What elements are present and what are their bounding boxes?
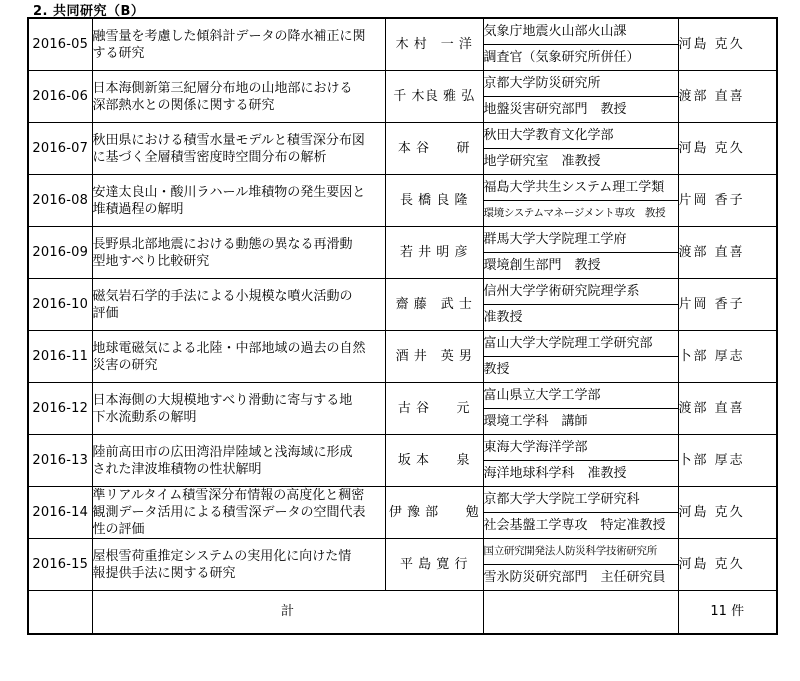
affiliation-line-2: 教授 (483, 357, 678, 383)
project-title-line: 災害の研究 (92, 357, 158, 373)
table-row (28, 71, 777, 97)
project-id: 2016-06 (28, 71, 92, 123)
affiliation-line-1: 国立研究開発法人防災科学技術研究所 (483, 539, 678, 565)
total-row (28, 591, 777, 634)
project-id: 2016-05 (28, 18, 92, 71)
project-title-line: 報提供手法に関する研究 (92, 565, 236, 581)
project-title-line: 観測データ活用による積雪深データの空間代表 (92, 505, 366, 520)
project-title-line: 評価 (92, 305, 119, 321)
affiliation-line-1: 京都大学防災研究所 (483, 71, 678, 97)
affiliation-line-2: 准教授 (483, 305, 678, 331)
host-staff: 片岡 香子 (678, 279, 777, 331)
project-title (92, 383, 385, 435)
researcher-name: 長 橋 良 隆 (385, 175, 483, 227)
affiliation-line-1: 気象庁地震火山部火山課 (483, 18, 678, 45)
table-row (28, 227, 777, 253)
total-count: 11 件 (678, 591, 777, 634)
affiliation-line-1: 群馬大学大学院理工学府 (483, 227, 678, 253)
project-title (92, 539, 385, 591)
table-row (28, 331, 777, 357)
affiliation-line-2: 環境工学科 講師 (483, 409, 678, 435)
project-title (92, 487, 385, 539)
project-title (92, 175, 385, 227)
project-title-line: 日本海側新第三紀層分布地の山地部における (92, 80, 353, 96)
project-title-line: 安達太良山・酸川ラハール堆積物の発生要因と (92, 184, 366, 200)
project-id: 2016-11 (28, 331, 92, 383)
researcher-name: 齋 藤 武 士 (385, 279, 483, 331)
total-empty-cell (483, 591, 678, 634)
host-staff: 卜部 厚志 (678, 331, 777, 383)
table-row (28, 383, 777, 409)
project-title-line: 磁気岩石学的手法による小規模な噴火活動の (92, 288, 353, 304)
affiliation-line-1: 秋田大学教育文化学部 (483, 123, 678, 149)
host-staff: 河島 克久 (678, 18, 777, 71)
affiliation-line-1: 福島大学共生システム理工学類 (483, 175, 678, 201)
table-row (28, 487, 777, 513)
affiliation-line-1: 東海大学海洋学部 (483, 435, 678, 461)
researcher-name: 若 井 明 彦 (385, 227, 483, 279)
project-title-line: 堆積過程の解明 (92, 201, 184, 217)
affiliation-line-1: 信州大学学術研究院理学系 (483, 279, 678, 305)
project-id: 2016-10 (28, 279, 92, 331)
project-title (92, 18, 385, 71)
researcher-name: 酒 井 英 男 (385, 331, 483, 383)
project-title-line: 屋根雪荷重推定システムの実用化に向けた情 (92, 548, 352, 564)
table-row (28, 123, 777, 149)
project-title-line: 地球電磁気による北陸・中部地域の過去の自然 (92, 340, 366, 356)
host-staff: 卜部 厚志 (678, 435, 777, 487)
project-title-line: 長野県北部地震における動態の異なる再滑動 (92, 236, 353, 252)
affiliation-line-2: 環境システムマネージメント専攻 教授 (483, 201, 678, 227)
project-title-line: 融雪量を考慮した傾斜計データの降水補正に関 (92, 28, 366, 44)
project-title (92, 71, 385, 123)
project-id: 2016-07 (28, 123, 92, 175)
project-title-line: 性の評価 (92, 522, 145, 537)
host-staff: 渡部 直喜 (678, 383, 777, 435)
affiliation-line-2: 社会基盤工学専攻 特定准教授 (483, 513, 678, 539)
affiliation-line-1: 京都大学大学院工学研究科 (483, 487, 678, 513)
researcher-name: 千 木良 雅 弘 (385, 71, 483, 123)
project-id: 2016-12 (28, 383, 92, 435)
total-label: 計 (92, 591, 483, 634)
project-title (92, 123, 385, 175)
researcher-name: 坂 本 泉 (385, 435, 483, 487)
affiliation-line-2: 海洋地球科学科 准教授 (483, 461, 678, 487)
table-row (28, 18, 777, 45)
affiliation-line-2: 雪氷防災研究部門 主任研究員 (483, 565, 678, 591)
researcher-name: 伊 豫 部 勉 (385, 487, 483, 539)
project-title-line: する研究 (92, 45, 145, 61)
table-row (28, 175, 777, 201)
project-title-line: 下水流動系の解明 (92, 409, 197, 425)
project-title-line: 陸前高田市の広田湾沿岸陸域と浅海域に形成 (92, 444, 353, 460)
project-title (92, 331, 385, 383)
researcher-name: 平 島 寛 行 (385, 539, 483, 591)
project-id: 2016-14 (28, 487, 92, 539)
affiliation-line-1: 富山大学大学院理工学研究部 (483, 331, 678, 357)
table-row (28, 279, 777, 305)
project-id: 2016-08 (28, 175, 92, 227)
table-row (28, 539, 777, 565)
project-id: 2016-15 (28, 539, 92, 591)
host-staff: 渡部 直喜 (678, 71, 777, 123)
researcher-name: 本 谷 研 (385, 123, 483, 175)
total-empty-cell (28, 591, 92, 634)
project-title-line: 準リアルタイム積雪深分布情報の高度化と稠密 (92, 488, 365, 503)
project-id: 2016-13 (28, 435, 92, 487)
host-staff: 片岡 香子 (678, 175, 777, 227)
project-title-line: された津波堆積物の性状解明 (92, 461, 262, 477)
project-title (92, 435, 385, 487)
researcher-name: 木 村 一 洋 (385, 18, 483, 71)
host-staff: 河島 克久 (678, 539, 777, 591)
host-staff: 河島 克久 (678, 123, 777, 175)
project-id: 2016-09 (28, 227, 92, 279)
joint-research-table (27, 17, 778, 635)
project-title (92, 227, 385, 279)
table-row (28, 435, 777, 461)
project-title-line: 日本海側の大規模地すべり滑動に寄与する地 (92, 392, 353, 408)
project-title-line: 型地すべり比較研究 (92, 253, 210, 269)
affiliation-line-1: 富山県立大学工学部 (483, 383, 678, 409)
project-title (92, 279, 385, 331)
affiliation-line-2: 地学研究室 准教授 (483, 149, 678, 175)
project-title-line: 深部熱水との関係に関する研究 (92, 97, 275, 113)
affiliation-line-2: 調査官（気象研究所併任） (483, 45, 678, 71)
section-heading: 2. 共同研究（B） (33, 4, 145, 19)
affiliation-line-2: 環境創生部門 教授 (483, 253, 678, 279)
researcher-name: 古 谷 元 (385, 383, 483, 435)
host-staff: 渡部 直喜 (678, 227, 777, 279)
affiliation-line-2: 地盤災害研究部門 教授 (483, 97, 678, 123)
project-title-line: に基づく全層積雪密度時空間分布の解析 (92, 149, 327, 165)
project-title-line: 秋田県における積雪水量モデルと積雪深分布図 (92, 132, 365, 148)
host-staff: 河島 克久 (678, 487, 777, 539)
